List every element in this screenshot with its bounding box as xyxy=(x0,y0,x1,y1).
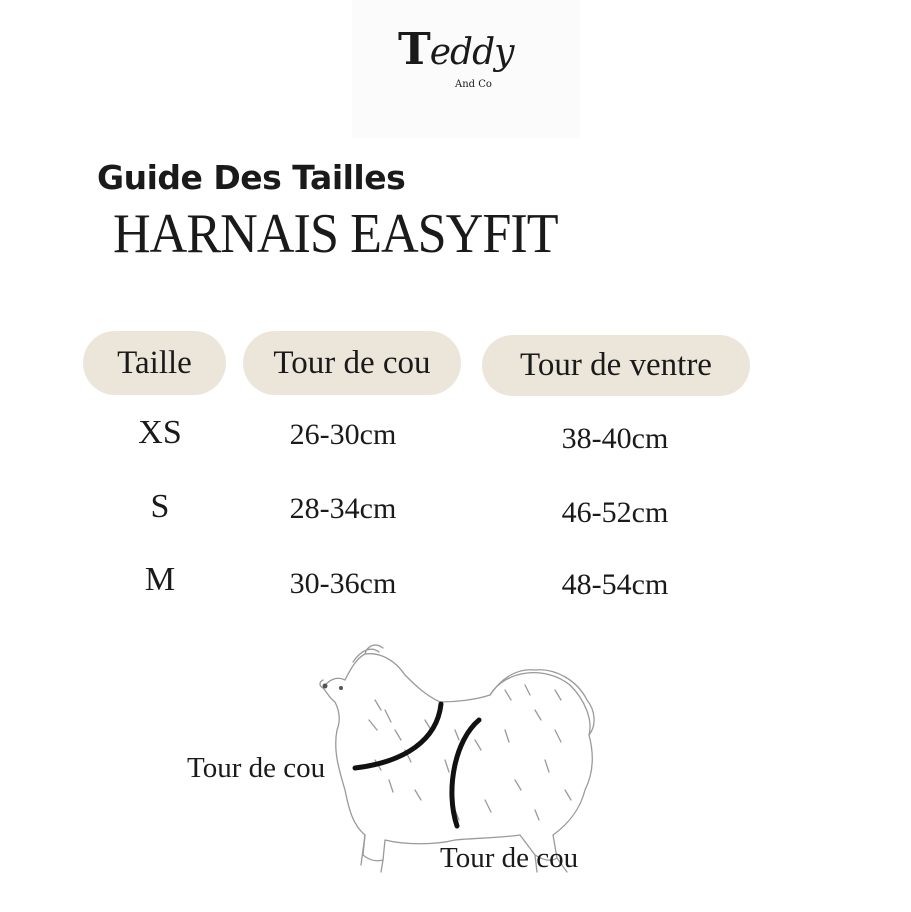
row-xs-neck: 26-30cm xyxy=(289,418,397,451)
belly-strap xyxy=(452,720,479,826)
guide-title: Guide Des Tailles xyxy=(97,158,406,197)
brand-logo xyxy=(398,24,513,75)
row-m-belly: 48-54cm xyxy=(561,568,669,601)
neck-label: Tour de cou xyxy=(187,752,326,784)
row-m-size: M xyxy=(144,561,176,598)
logo-initial: T xyxy=(398,24,430,75)
row-s-neck: 28-34cm xyxy=(289,492,397,525)
row-xs-size: XS xyxy=(138,414,182,451)
row-s-belly: 46-52cm xyxy=(561,496,669,529)
row-xs-belly: 38-40cm xyxy=(561,422,669,455)
header-belly: Tour de ventre xyxy=(482,335,750,396)
logo-rest: eddy xyxy=(429,32,514,73)
row-s-size: S xyxy=(150,488,170,525)
header-neck: Tour de cou xyxy=(243,331,461,395)
header-size: Taille xyxy=(83,331,226,395)
row-m-neck: 30-36cm xyxy=(289,567,397,600)
logo-subtitle: And Co xyxy=(455,79,492,90)
product-title: HARNAIS EASYFIT xyxy=(113,203,558,265)
belly-label: Tour de cou xyxy=(440,842,579,874)
